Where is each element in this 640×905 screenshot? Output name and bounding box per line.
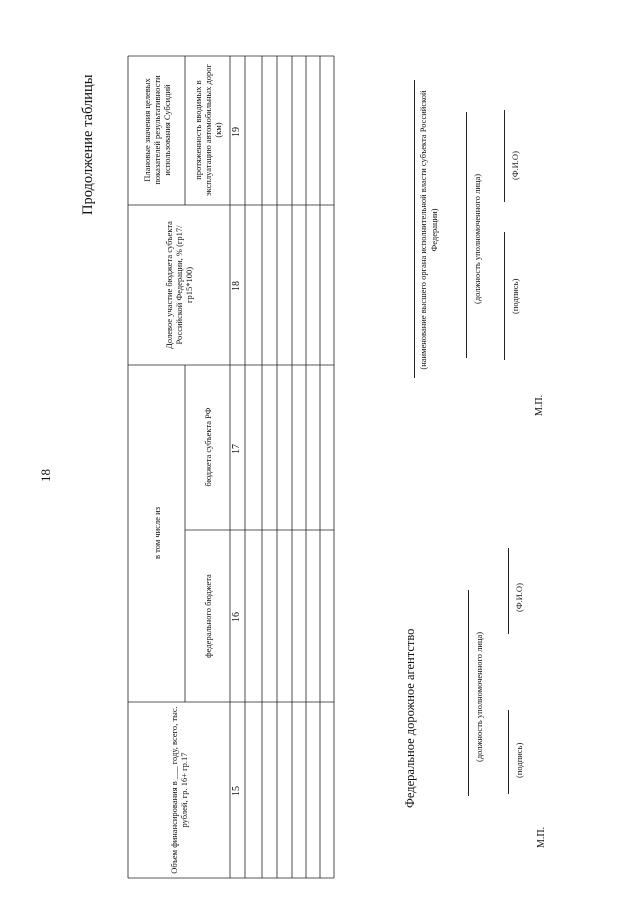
header-col19: протяженность вводимых в эксплуатацию автомобильных дорог (км) bbox=[192, 63, 224, 197]
right-organization-caption: (наименование высшего органа исполнительной власти субъекта Российской Федерации) bbox=[418, 90, 439, 370]
column-number-15: 15 bbox=[231, 786, 242, 796]
header-col17: бюджета субъекта РФ bbox=[202, 407, 213, 487]
left-signature-line bbox=[508, 710, 509, 794]
left-organization-name: Федеральное дорожное агентство bbox=[403, 628, 417, 808]
column-number-16: 16 bbox=[231, 612, 242, 622]
right-organization-line bbox=[414, 80, 415, 378]
right-name-line bbox=[504, 110, 505, 202]
right-position-line bbox=[466, 112, 467, 358]
header-col15: Объем финансирования в ___ году, всего, тыс. рублей, гр. 16+ гр.17 bbox=[168, 706, 189, 874]
right-position-caption: (должность уполномоченного лица) bbox=[472, 173, 482, 304]
left-stamp-placeholder: М.П. bbox=[536, 826, 547, 848]
header-group-16-17: в том числе из bbox=[151, 507, 162, 559]
header-col18: Долевое участие бюджета субъекта Российской Федерации, % (гр17/гр15*100) bbox=[163, 221, 195, 349]
right-stamp-placeholder: М.П. bbox=[534, 394, 545, 416]
column-number-18: 18 bbox=[231, 281, 242, 291]
header-group-19: Плановые значения целевых показателей результативности использования Субсидий bbox=[141, 75, 173, 185]
left-position-line bbox=[468, 590, 469, 796]
page-number: 18 bbox=[38, 469, 53, 482]
left-name-caption: (Ф.И.О) bbox=[514, 583, 524, 612]
column-number-17: 17 bbox=[231, 444, 242, 454]
right-signature-line bbox=[504, 232, 505, 360]
left-signature-caption: (подпись) bbox=[514, 742, 524, 778]
right-signature-caption: (подпись) bbox=[510, 278, 520, 314]
continuation-title: Продолжение таблицы bbox=[80, 74, 96, 215]
left-position-caption: (должность уполномоченного лица) bbox=[474, 631, 484, 762]
column-number-19: 19 bbox=[231, 127, 242, 137]
right-name-caption: (Ф.И.О) bbox=[510, 151, 520, 180]
left-name-line bbox=[508, 548, 509, 634]
header-col16: федерального бюджета bbox=[202, 574, 213, 658]
